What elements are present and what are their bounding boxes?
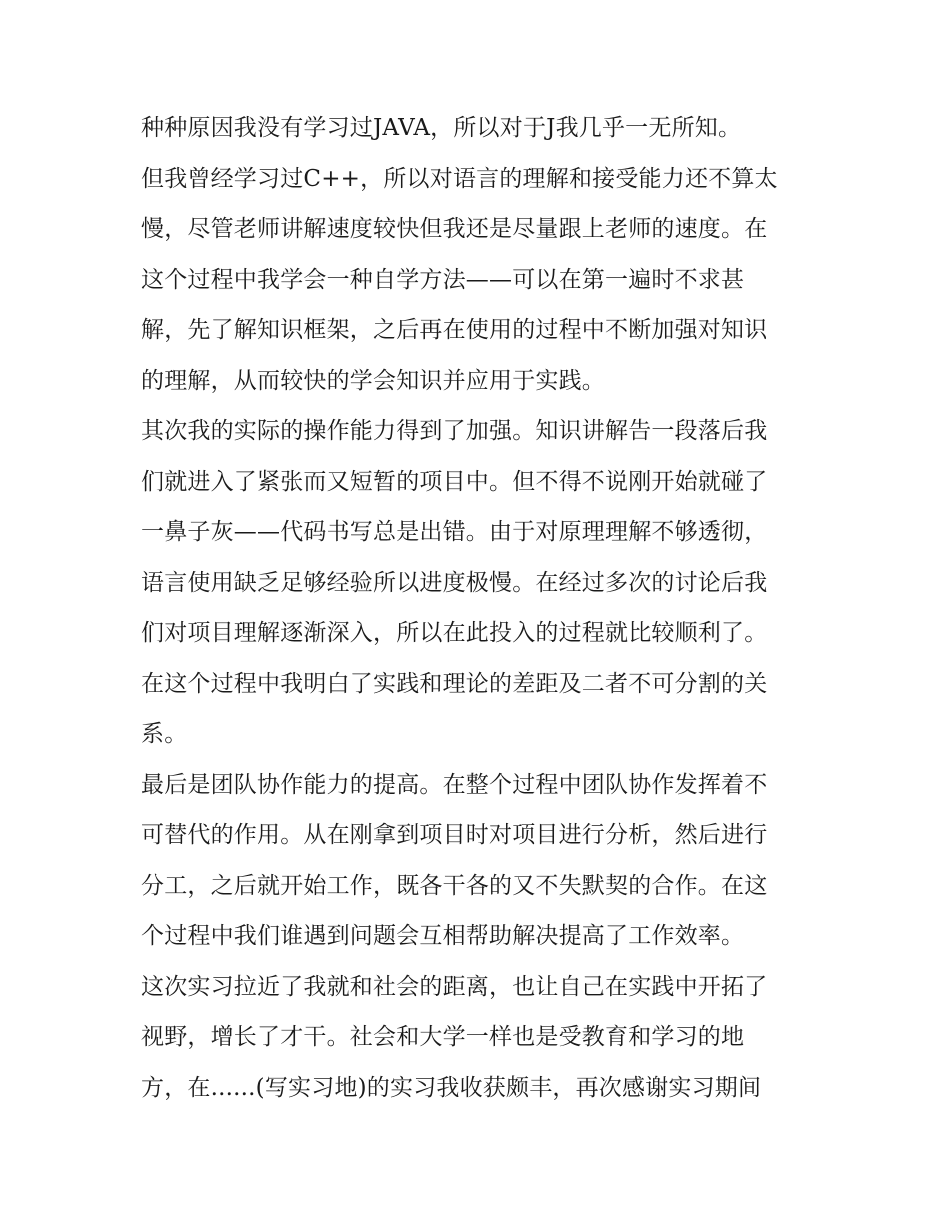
text-line: 们对项目理解逐渐深入，所以在此投入的过程就比较顺利了。 (141, 620, 768, 646)
text-line: 可替代的作用。从在刚拿到项目时对项目进行分析，然后进行 (141, 822, 768, 848)
text-line: 分工，之后就开始工作，既各干各的又不失默契的合作。在这 (141, 872, 768, 899)
text-line: 其次我的实际的操作能力得到了加强。知识讲解告一段落后我 (141, 418, 768, 444)
text-line: 的理解，从而较快的学会知识并应用于实践。 (141, 367, 605, 394)
text-line: 这个过程中我学会一种自学方法——可以在第一遍时不求甚 (141, 266, 745, 293)
document-body (141, 103, 816, 1113)
text-line: 慢，尽管老师讲解速度较快但我还是尽量跟上老师的速度。在 (141, 216, 768, 242)
text-line: 这次实习拉近了我就和社会的距离，也让自己在实践中开拓了 (141, 973, 768, 1000)
text-line: 们就进入了紧张而又短暂的项目中。但不得不说刚开始就碰了 (141, 468, 768, 495)
text-line: 个过程中我们谁遇到问题会互相帮助解决提高了工作效率。 (141, 923, 745, 949)
text-line: 一鼻子灰——代码书写总是出错。由于对原理理解不够透彻， (141, 519, 768, 545)
text-line: 视野，增长了才干。社会和大学一样也是受教育和学习的地 (141, 1024, 745, 1050)
text-line: 方，在......(写实习地)的实习我收获颇丰，再次感谢实习期间 (141, 1074, 762, 1101)
text-line: 解，先了解知识框架，之后再在使用的过程中不断加强对知识 (141, 317, 768, 343)
text-line: 语言使用缺乏足够经验所以进度极慢。在经过多次的讨论后我 (141, 569, 768, 596)
text-line: 系。 (141, 721, 188, 747)
text-line: 但我曾经学习过C++，所以对语言的理解和接受能力还不算太 (141, 165, 778, 192)
text-line: 种种原因我没有学习过JAVA，所以对于J我几乎一无所知。 (141, 115, 742, 141)
text-line: 最后是团队协作能力的提高。在整个过程中团队协作发挥着不 (141, 771, 768, 798)
text-line: 在这个过程中我明白了实践和理论的差距及二者不可分割的关 (141, 670, 768, 697)
